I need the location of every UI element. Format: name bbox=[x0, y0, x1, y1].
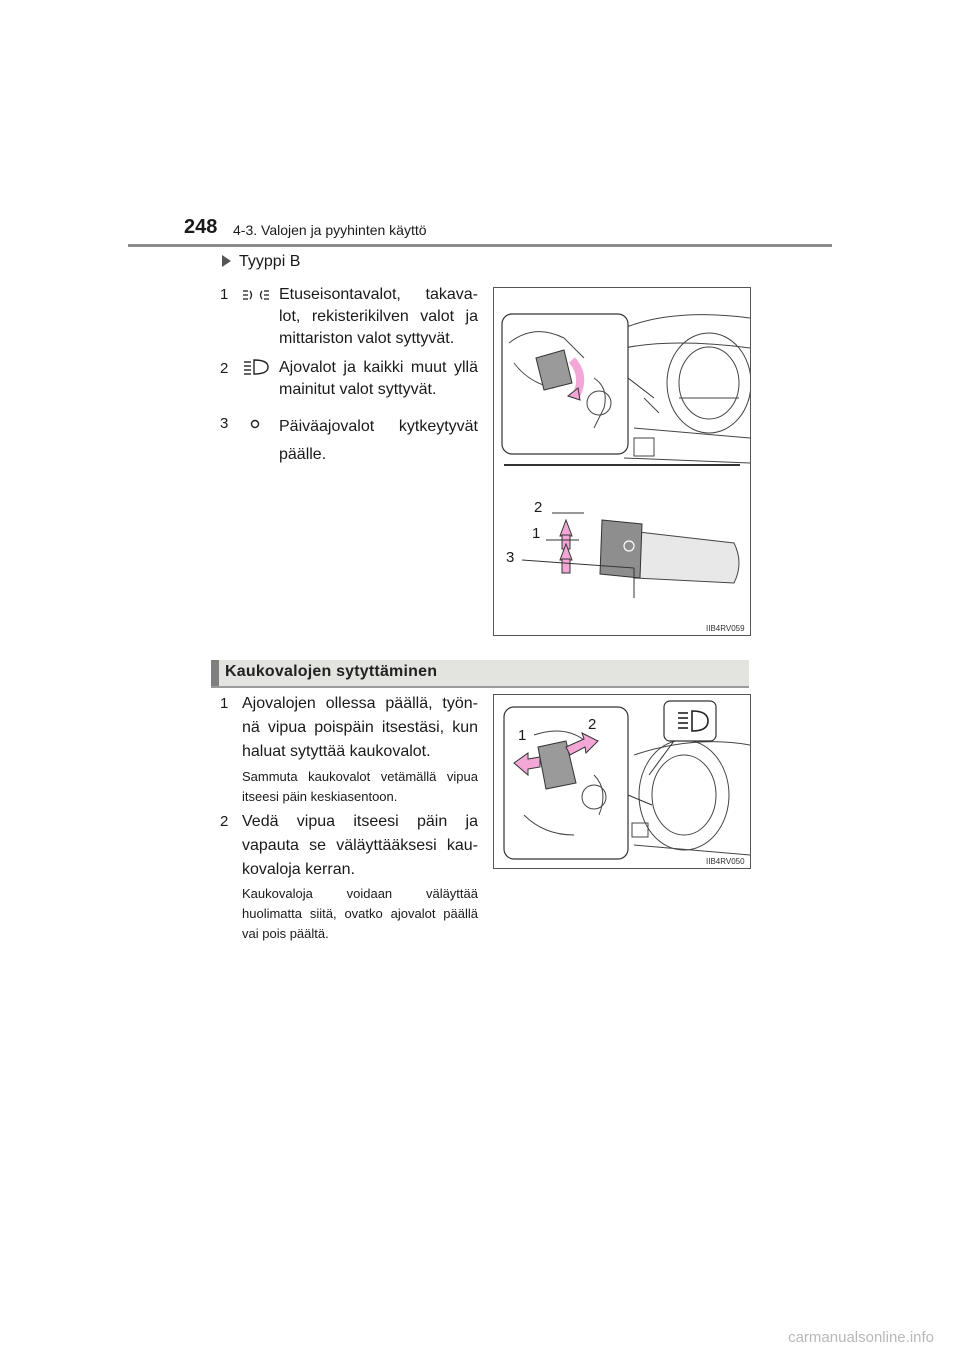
tail-lights-icon bbox=[242, 288, 270, 302]
item-number-2: 2 bbox=[220, 360, 229, 377]
item-text-1: Etuseisontavalot, takava-lot, rekisterikilven valot ja mittariston valot syttyvät. bbox=[279, 286, 478, 347]
page-number: 248 bbox=[184, 216, 218, 238]
highbeam-text-2: Vedä vipua itseesi päin ja vapauta se väläyttääksesi kau-kovaloja kerran. bbox=[242, 813, 478, 878]
item-number-1: 1 bbox=[220, 286, 229, 303]
highbeam-text-1: Ajovalojen ollessa päällä, työn-nä vipua poispäin itsestäsi, kun haluat sytyttää kaukovalot. bbox=[242, 695, 478, 760]
highbeam-note-1: Sammuta kaukovalot vetämällä vipua itseesi päin keskiasentoon. bbox=[242, 769, 478, 804]
section-accent bbox=[211, 660, 219, 686]
watermark: carmanualsonline.info bbox=[788, 1329, 934, 1346]
section-title: Kaukovalojen sytyttäminen bbox=[225, 663, 438, 680]
figure-light-switch-drawing bbox=[494, 288, 750, 635]
section-header bbox=[211, 660, 749, 688]
headlights-icon bbox=[242, 358, 270, 376]
triangle-bullet-icon bbox=[222, 255, 231, 267]
daytime-running-lights-icon bbox=[249, 418, 261, 430]
item-number-3: 3 bbox=[220, 415, 229, 432]
figure-callout-1: 1 bbox=[532, 525, 541, 542]
highbeam-note-2: Kaukovaloja voidaan väläyttää huolimatta siitä, ovatko ajovalot päällä vai pois päältä. bbox=[242, 886, 478, 941]
type-label bbox=[222, 253, 300, 271]
highbeam-number-2: 2 bbox=[220, 813, 229, 830]
item-text-2: Ajovalot ja kaikki muut yllä mainitut valot syttyvät. bbox=[279, 359, 478, 398]
figure-callout-3: 3 bbox=[506, 549, 515, 566]
figure2-callout-1: 1 bbox=[518, 727, 527, 744]
figure2-code: IIB4RV050 bbox=[706, 857, 745, 866]
figure-high-beam-drawing bbox=[494, 695, 750, 868]
figure2-callout-2: 2 bbox=[588, 716, 597, 733]
item-text-3: Päiväajovalot kytkeytyvät päälle. bbox=[279, 418, 478, 463]
type-label-text: Tyyppi B bbox=[239, 253, 301, 270]
figure-code: IIB4RV059 bbox=[706, 624, 745, 633]
header-rule bbox=[128, 244, 832, 247]
chapter-title: 4-3. Valojen ja pyyhinten käyttö bbox=[233, 222, 427, 238]
figure-callout-2: 2 bbox=[534, 499, 543, 516]
highbeam-number-1: 1 bbox=[220, 695, 229, 712]
figure-high-beam bbox=[493, 694, 751, 869]
figure-light-switch bbox=[493, 287, 751, 636]
